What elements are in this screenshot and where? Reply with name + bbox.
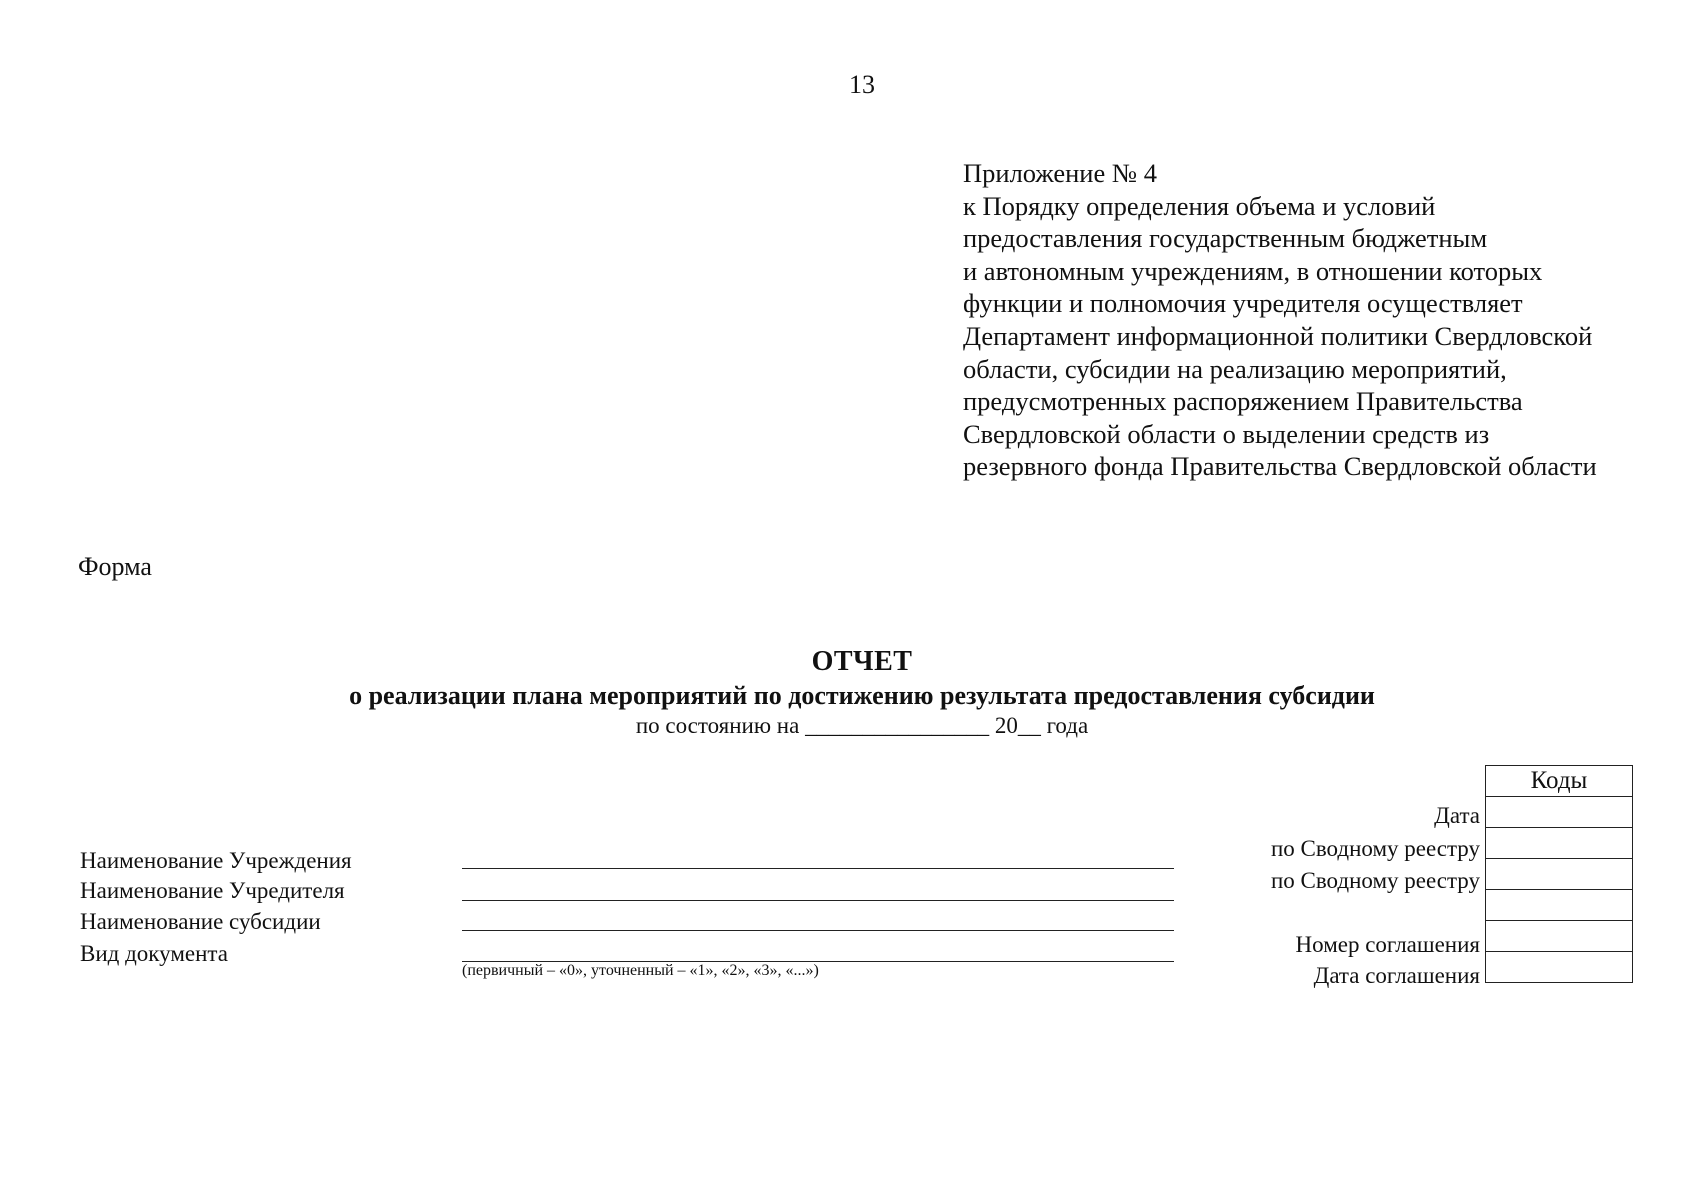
code-label-agreement-date: Дата соглашения bbox=[1313, 963, 1480, 988]
founder-name-line[interactable] bbox=[462, 900, 1174, 901]
code-cell-agreement-date[interactable] bbox=[1486, 952, 1633, 983]
code-label-registry-1: по Сводному реестру bbox=[1270, 836, 1480, 861]
page-number: 13 bbox=[849, 70, 875, 99]
appendix-line: области, субсидии на реализацию мероприятий, bbox=[963, 353, 1507, 384]
appendix-line: Свердловской области о выделении средств из bbox=[963, 418, 1490, 449]
code-cell-agreement-number[interactable] bbox=[1486, 921, 1633, 952]
codes-table bbox=[1485, 765, 1633, 983]
code-label-agreement-number: Номер соглашения bbox=[1295, 932, 1480, 957]
code-cell-date[interactable] bbox=[1486, 797, 1633, 828]
appendix-line: предоставления государственным бюджетным bbox=[963, 223, 1488, 254]
appendix-line: Департамент информационной политики Свердловской bbox=[963, 320, 1593, 351]
appendix-line: Приложение № 4 bbox=[963, 158, 1158, 188]
founder-name-label: Наименование Учредителя bbox=[80, 878, 345, 903]
document-type-hint: (первичный – «0», уточненный – «1», «2», «3», «...») bbox=[462, 962, 819, 979]
appendix-line: и автономным учреждениям, в отношении которых bbox=[963, 255, 1543, 286]
appendix-block bbox=[963, 157, 1683, 483]
report-title: ОТЧЕТ bbox=[811, 646, 913, 677]
code-cell-registry-2[interactable] bbox=[1486, 859, 1633, 890]
appendix-line: предусмотренных распоряжением Правительства bbox=[963, 386, 1523, 417]
code-label-date: Дата bbox=[1434, 803, 1480, 828]
institution-name-label: Наименование Учреждения bbox=[80, 848, 352, 873]
subsidy-name-line[interactable] bbox=[462, 930, 1174, 931]
code-cell-registry-1[interactable] bbox=[1486, 828, 1633, 859]
codes-header: Коды bbox=[1486, 766, 1633, 797]
code-cell-blank[interactable] bbox=[1486, 890, 1633, 921]
report-date-line: по состоянию на ________________ 20__ года bbox=[635, 713, 1089, 738]
report-subtitle: о реализации плана мероприятий по достижению результата предоставления субсидии bbox=[349, 681, 1375, 710]
institution-name-line[interactable] bbox=[462, 868, 1174, 869]
document-type-label: Вид документа bbox=[80, 941, 228, 966]
form-label: Форма bbox=[78, 552, 152, 581]
appendix-line: к Порядку определения объема и условий bbox=[963, 190, 1436, 221]
appendix-line: резервного фонда Правительства Свердловской области bbox=[963, 451, 1597, 482]
subsidy-name-label: Наименование субсидии bbox=[80, 909, 321, 934]
appendix-line: функции и полномочия учредителя осуществляет bbox=[963, 288, 1523, 319]
code-label-registry-2: по Сводному реестру bbox=[1270, 868, 1480, 893]
